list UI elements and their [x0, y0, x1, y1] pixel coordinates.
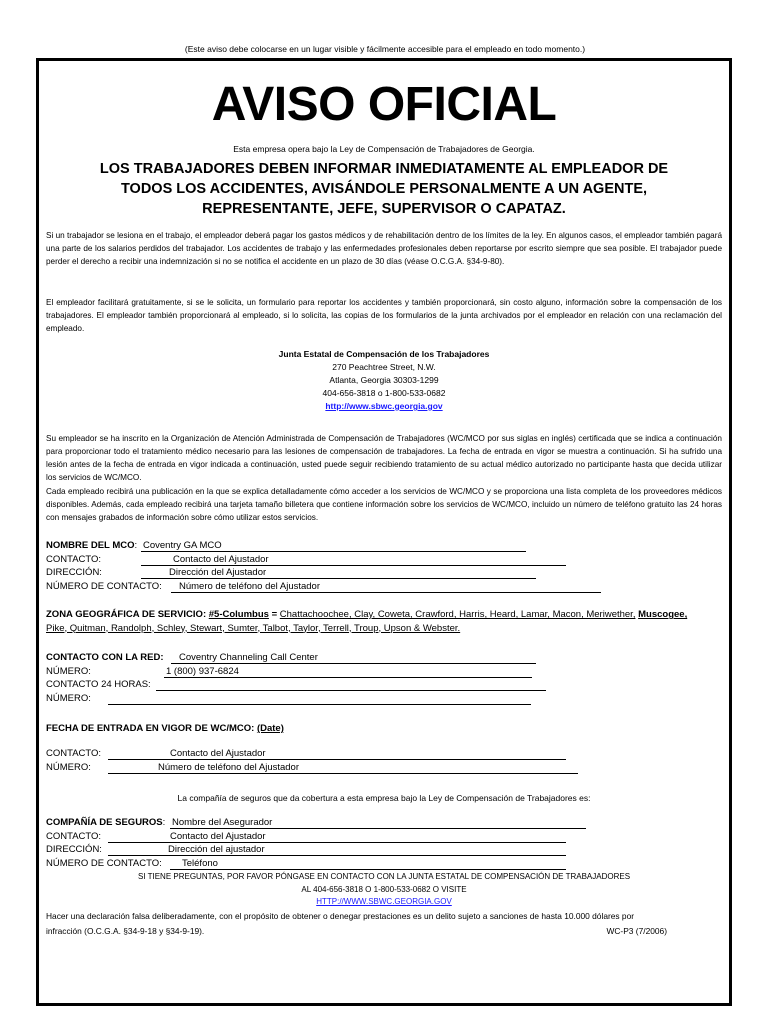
warning-line-1: Hacer una declaración falsa deliberadamente, con el propósito de obtener o denegar prestaciones es un delito sujeto a sanciones de hasta 10.000 dólares por [46, 911, 635, 921]
paragraph-mco: Su empleador se ha inscrito en la Organización de Atención Administrada de Compensación de Trabajadores (WC/MCO por sus siglas en inglés) certificada que se indica a continuación para proporcionar todo el tratamiento médico necesario para las lesiones de compensación de trabajadores. La fecha de entrada en vigor se muestra a continuación. Si ha sufrido una lesión antes de la fecha de entrada en vigor indicada a continuación, usted puede seguir recibiendo tratamiento de su actual médico autorizado no participante hasta que decida utilizar los servicios de WC/MCO. [46, 434, 722, 482]
insurer-address-value: Dirección del ajustador [168, 844, 265, 855]
penalty-warning [46, 909, 722, 939]
service-zone-block [46, 608, 722, 635]
insurer-company-value: Nombre del Asegurador [172, 817, 273, 828]
board-phone: 404-656-3818 o 1-800-533-0682 [322, 388, 446, 398]
network-number-label: NÚMERO: [46, 665, 91, 677]
insurer-company-label: COMPAÑÍA DE SEGUROS [46, 817, 163, 828]
questions-text: SI TIENE PREGUNTAS, POR FAVOR PÓNGASE EN CONTACTO CON LA JUNTA ESTATAL DE COMPENSACIÓN DE TRABAJADORES [137, 872, 631, 881]
network-number-row [46, 665, 722, 679]
mco-address-value: Dirección del Ajustador [169, 567, 267, 578]
board-website-link[interactable]: http://www.sbwc.georgia.gov [325, 401, 443, 411]
questions-phones: AL 404-656-3818 O 1-800-533-0682 O VISITE [301, 884, 467, 894]
zone-row-1 [46, 608, 722, 622]
effective-date-label: FECHA DE ENTRADA EN VIGOR DE WC/MCO: [46, 723, 255, 734]
effective-date-row [46, 722, 722, 736]
notice-title: AVISO OFICIAL [211, 78, 557, 131]
zone-row-2 [46, 622, 722, 636]
effective-contact-label: CONTACTO: [46, 748, 102, 759]
mco-block [46, 539, 722, 593]
notice-frame [36, 58, 732, 1006]
board-city: Atlanta, Georgia 30303-1299 [329, 375, 439, 385]
paragraph-injury: Si un trabajador se lesiona en el trabajo, el empleador deberá pagar los gastos médicos y de rehabilitación dentro de los límites de la ley. En algunos casos, el empleador también pagará una parte de los salarios perdidos del trabajador. Los accidentes de trabajo y las enfermedades profesionales deben reportarse por escrito siempre que sea posible. El trabajador puede perder el derecho a recibir una indemnización si no se notifica el accidente en un plazo de 30 días (véase O.C.G.A. §34-9-80). [46, 231, 722, 266]
network-contact-value: Coventry Channeling Call Center [179, 652, 318, 663]
effective-contact-row [46, 747, 722, 761]
board-address-block [46, 348, 722, 413]
insurer-contact-label: CONTACTO: [46, 830, 102, 842]
mco-address-label: DIRECCIÓN: [46, 567, 102, 578]
network-number-value: 1 (800) 937-6824 [166, 665, 239, 677]
effective-number-label: NÚMERO: [46, 761, 91, 773]
board-street: 270 Peachtree Street, N.W. [332, 362, 436, 372]
effective-contact-block [46, 747, 722, 774]
zone-label: ZONA GEOGRÁFICA DE SERVICIO: [46, 609, 207, 620]
posting-instruction: (Este aviso debe colocarse en un lugar visible y fácilmente accesible para el empleado en todo momento.) [184, 44, 586, 54]
questions-block [46, 871, 722, 909]
effective-date-block [46, 722, 722, 736]
insurer-contact-row [46, 830, 722, 844]
insurer-address-field[interactable] [108, 843, 566, 856]
insurer-phone-label: NÚMERO DE CONTACTO: [46, 857, 162, 869]
network-number2-label: NÚMERO: [46, 692, 91, 704]
network-block [46, 651, 722, 705]
effective-date-value[interactable]: (Date) [256, 723, 284, 734]
mco-address-field[interactable] [141, 566, 536, 579]
insurer-contact-field[interactable] [108, 830, 566, 843]
network-number2-field[interactable] [108, 692, 531, 705]
mco-phone-value: Número de teléfono del Ajustador [179, 580, 321, 592]
mco-contact-row [46, 553, 722, 567]
insurer-contact-value: Contacto del Ajustador [170, 830, 266, 842]
insurer-address-label: DIRECCIÓN: [46, 844, 102, 855]
zone-counties-b: Pike, Quitman, Randolph, Schley, Stewart, Sumter, Talbot, Taylor, Terrell, Troup, Upson & Webster. [46, 622, 461, 634]
network-number2-row [46, 692, 722, 706]
paragraph-publication: Cada empleado recibirá una publicación en la que se explica detalladamente cómo acceder a los servicios de WC/MCO y se proporciona una lista completa de los proveedores médicos disponibles. Además, cada empleado recibirá una tarjeta tamaño billetera que contiene información sobre los servicios de WC/MCO, incluido un número de teléfono gratuito las 24 horas con mensajes grabados de información sobre cómo utilizar estos servicios. [46, 487, 722, 522]
mco-contact-field[interactable] [141, 553, 566, 566]
form-id: WC-P3 (7/2006) [606, 926, 667, 936]
network-contact-field[interactable] [171, 651, 536, 664]
warning-line-2: infracción (O.C.G.A. §34-9-18 y §34-9-19). [46, 926, 205, 936]
mco-phone-field[interactable] [171, 580, 601, 593]
insurer-intro: La compañía de seguros que da cobertura a esta empresa bajo la Ley de Compensación de Trabajadores es: [177, 793, 591, 803]
insurer-address-row [46, 843, 722, 857]
notice-heading: LOS TRABAJADORES DEBEN INFORMAR INMEDIATAMENTE AL EMPLEADOR DE TODOS LOS ACCIDENTES, AVISÁNDOLE PERSONALMENTE A UN AGENTE, REPRESENTANTE, JEFE, SUPERVISOR O CAPATAZ. [99, 161, 669, 217]
mco-name-value: Coventry GA MCO [143, 540, 222, 551]
mco-name-row [46, 539, 722, 553]
network-number-field[interactable] [164, 665, 532, 678]
notice-subtitle: Esta empresa opera bajo la Ley de Compensación de Trabajadores de Georgia. [233, 144, 535, 154]
zone-counties-a: Chattachoochee, Clay, Coweta, Crawford, Harris, Heard, Lamar, Macon, Meriwether, [279, 609, 636, 620]
insurer-company-row [46, 816, 722, 830]
network-contact-label: CONTACTO CON LA RED: [46, 652, 164, 663]
mco-name-field[interactable] [141, 539, 526, 552]
insurer-company-field[interactable] [170, 816, 586, 829]
insurer-phone-field[interactable] [170, 857, 566, 870]
paragraph-forms: El empleador facilitará gratuitamente, si se le solicita, un formulario para reportar los accidentes y también proporcionará, sin costo alguno, información sobre la compensación de los trabajadores. El empleador también proporcionará al empleado, si lo solicita, las copias de los formularios de la junta archivados por el empleador en relación con una reclamación del empleado. [46, 298, 722, 333]
zone-muscogee: Muscogee, [638, 609, 688, 620]
mco-name-colon: : [134, 540, 138, 551]
effective-contact-field[interactable] [108, 747, 566, 760]
effective-contact-value: Contacto del Ajustador [170, 748, 266, 759]
zone-name: #5-Columbus [208, 609, 269, 620]
network-24h-label: CONTACTO 24 HORAS: [46, 679, 151, 690]
mco-address-row [46, 566, 722, 580]
network-contact-row [46, 651, 722, 665]
effective-number-value: Número de teléfono del Ajustador [158, 761, 300, 773]
mco-contact-label: CONTACTO: [46, 553, 102, 565]
mco-name-label: NOMBRE DEL MCO [46, 540, 135, 551]
network-24h-field[interactable] [156, 678, 546, 691]
effective-number-field[interactable] [108, 761, 578, 774]
insurer-block [46, 816, 722, 870]
zone-equals: = [268, 609, 280, 620]
insurer-phone-row [46, 857, 722, 871]
warning-line-2-row [46, 924, 722, 939]
insurer-company-colon: : [162, 817, 166, 828]
board-name: Junta Estatal de Compensación de los Trabajadores [278, 349, 490, 359]
effective-number-row [46, 761, 722, 775]
insurer-phone-value: Teléfono [182, 857, 218, 869]
footer-website-link[interactable]: HTTP://WWW.SBWC.GEORGIA.GOV [316, 897, 452, 906]
mco-phone-label: NÚMERO DE CONTACTO: [46, 580, 162, 592]
mco-phone-row [46, 580, 722, 594]
mco-contact-value: Contacto del Ajustador [173, 553, 269, 565]
network-24h-row [46, 678, 722, 692]
